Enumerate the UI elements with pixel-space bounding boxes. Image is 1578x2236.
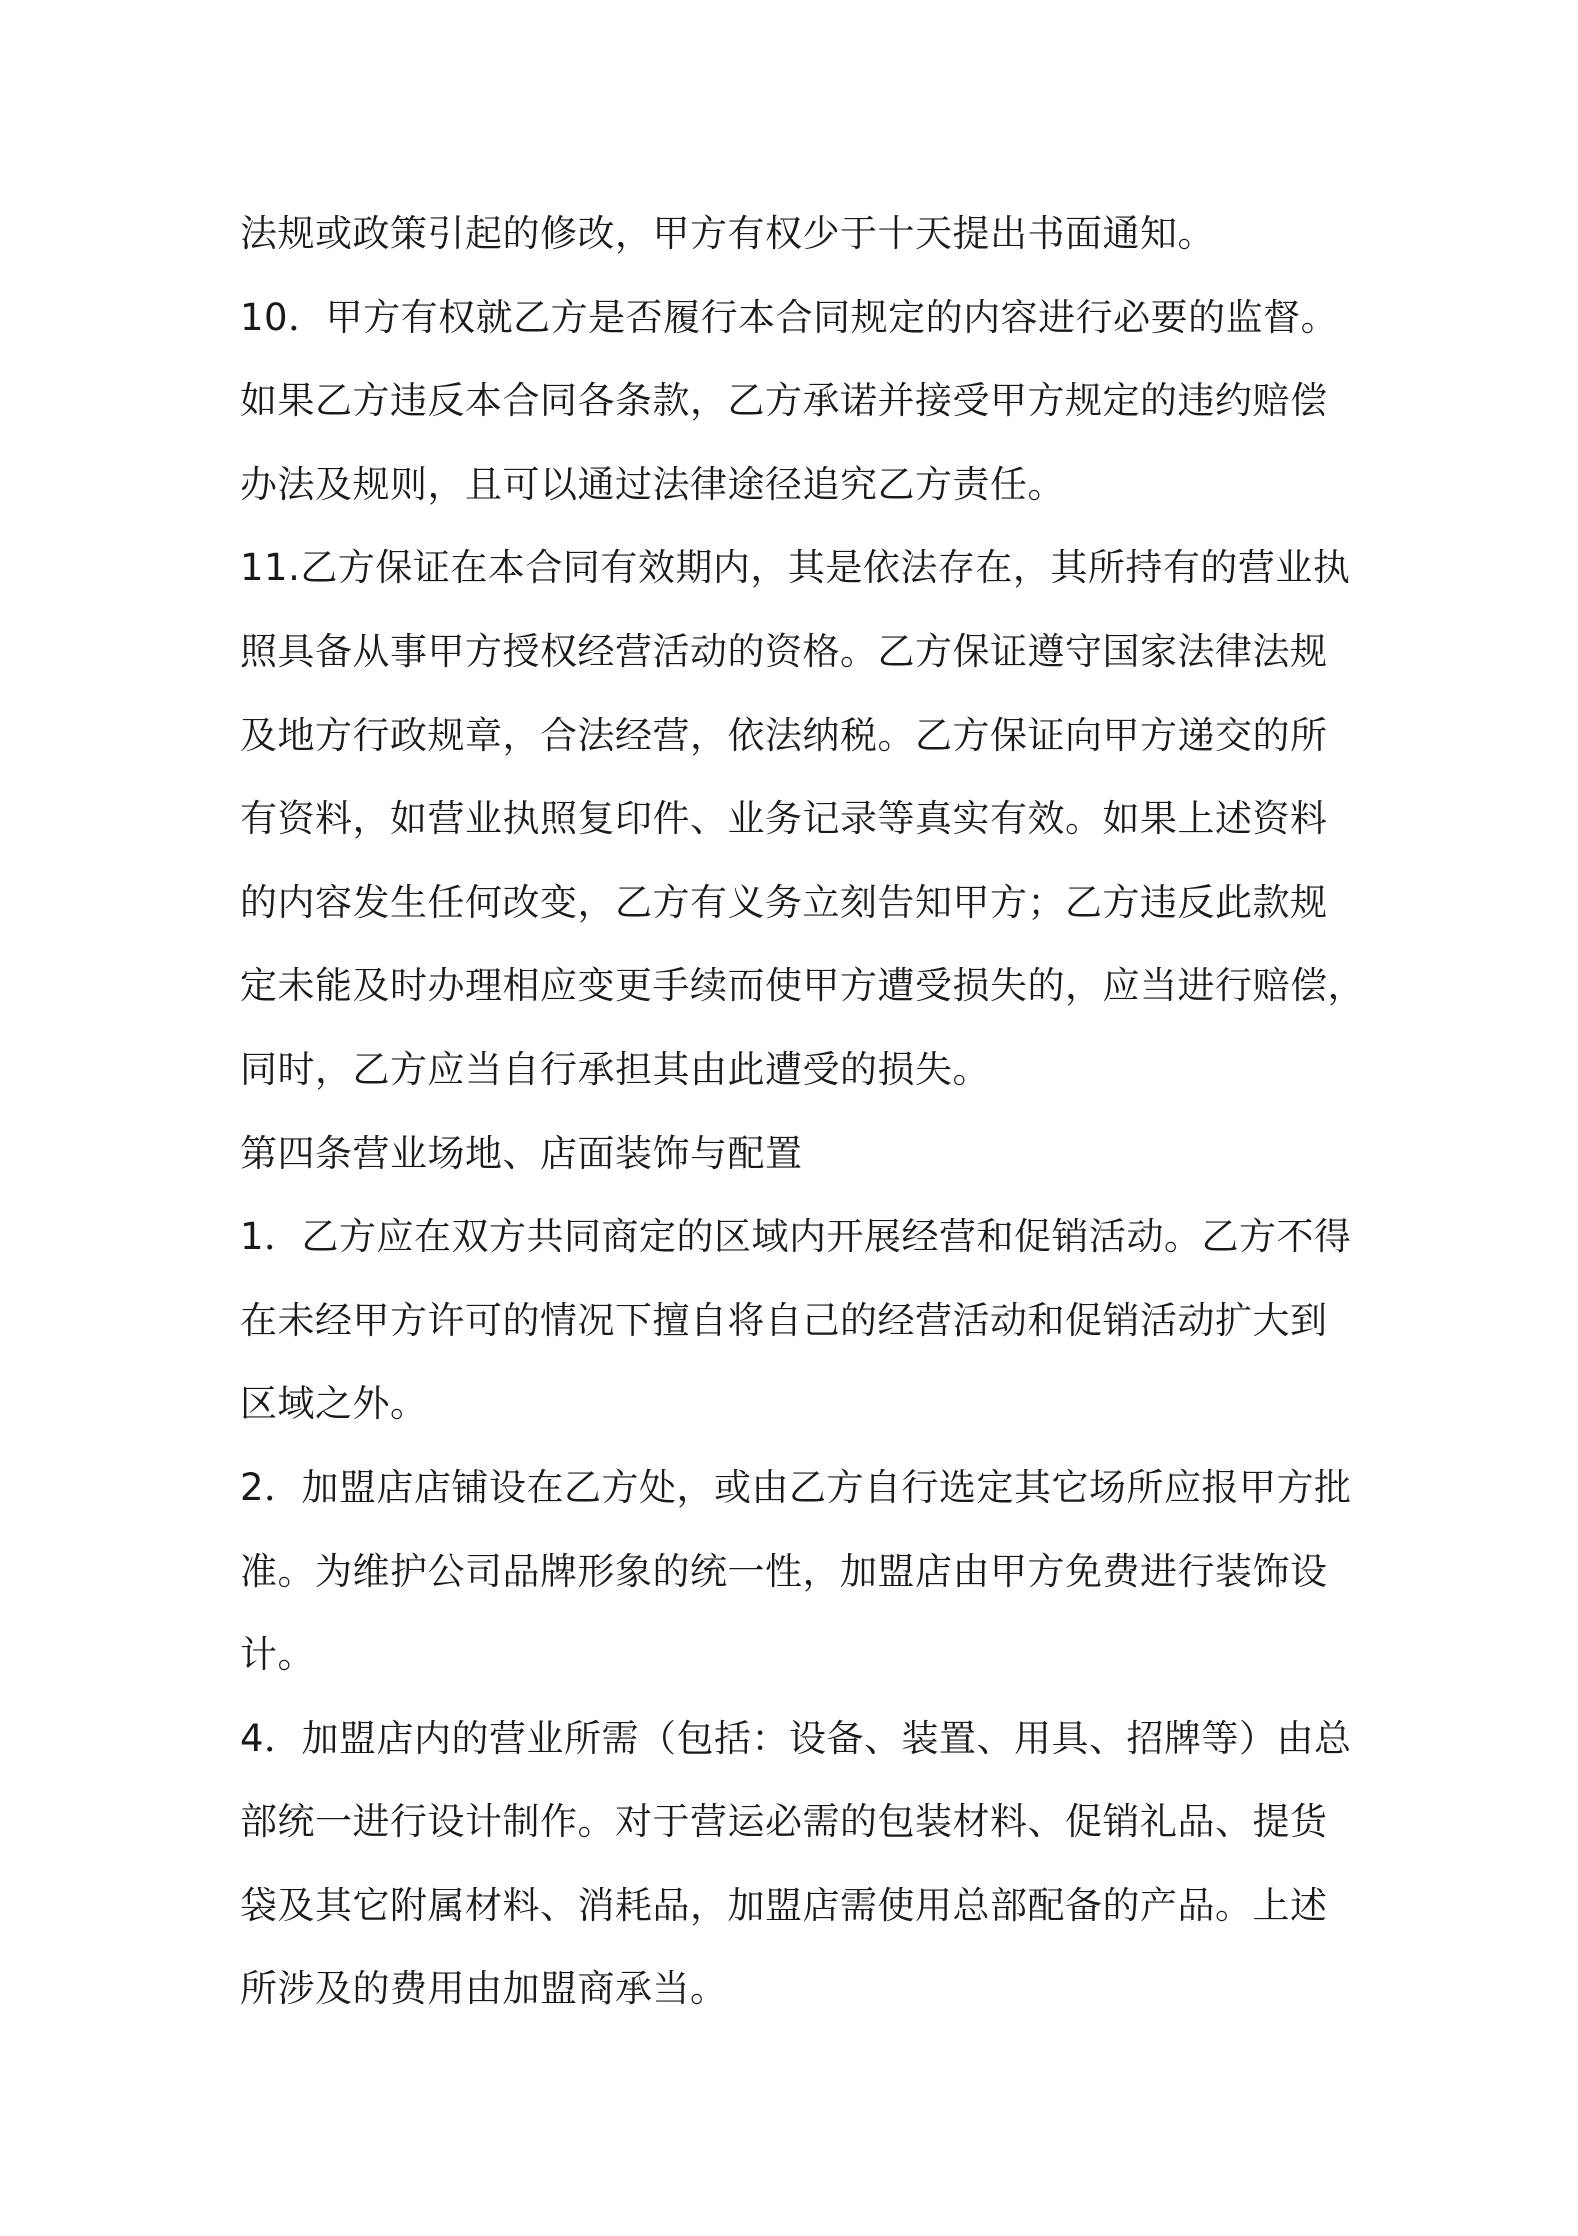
document-body <box>240 192 1365 2031</box>
text-line: 照具备从事甲方授权经营活动的资格。乙方保证遵守国家法律法规 <box>240 629 1328 673</box>
text-line: 在未经甲方许可的情况下擅自将自己的经营活动和促销活动扩大到 <box>240 1298 1328 1342</box>
text-line: 部统一进行设计制作。对于营运必需的包装材料、促销礼品、提货 <box>240 1800 1328 1844</box>
text-line: 准。为维护公司品牌形象的统一性，加盟店由甲方免费进行装饰设 <box>240 1549 1328 1593</box>
text-line: 区域之外。 <box>240 1382 428 1426</box>
text-line: 定未能及时办理相应变更手续而使甲方遭受损失的，应当进行赔偿， <box>240 964 1365 1008</box>
text-line: 计。 <box>240 1633 315 1677</box>
text-line: 10．甲方有权就乙方是否履行本合同规定的内容进行必要的监督。 <box>240 295 1339 339</box>
text-line: 袋及其它附属材料、消耗品，加盟店需使用总部配备的产品。上述 <box>240 1883 1328 1927</box>
text-line: 有资料，如营业执照复印件、业务记录等真实有效。如果上述资料 <box>240 797 1328 841</box>
text-line: 的内容发生任何改变，乙方有义务立刻告知甲方；乙方违反此款规 <box>240 880 1328 924</box>
text-line: 及地方行政规章，合法经营，依法纳税。乙方保证向甲方递交的所 <box>240 713 1328 757</box>
text-line: 4．加盟店内的营业所需（包括：设备、装置、用具、招牌等）由总 <box>240 1716 1352 1760</box>
section-heading: 第四条营业场地、店面装饰与配置 <box>240 1131 803 1175</box>
text-line: 所涉及的费用由加盟商承当。 <box>240 1967 728 2011</box>
text-line: 同时，乙方应当自行承担其由此遭受的损失。 <box>240 1047 990 1091</box>
text-line: 11.乙方保证在本合同有效期内，其是依法存在，其所持有的营业执 <box>240 546 1351 590</box>
text-line: 如果乙方违反本合同各条款，乙方承诺并接受甲方规定的违约赔偿 <box>240 379 1328 423</box>
text-line: 法规或政策引起的修改，甲方有权少于十天提出书面通知。 <box>240 212 1215 255</box>
text-line: 1．乙方应在双方共同商定的区域内开展经营和促销活动。乙方不得 <box>240 1215 1352 1259</box>
text-line: 办法及规则，且可以通过法律途径追究乙方责任。 <box>240 462 1065 506</box>
text-line: 2．加盟店店铺设在乙方处，或由乙方自行选定其它场所应报甲方批 <box>240 1465 1352 1509</box>
